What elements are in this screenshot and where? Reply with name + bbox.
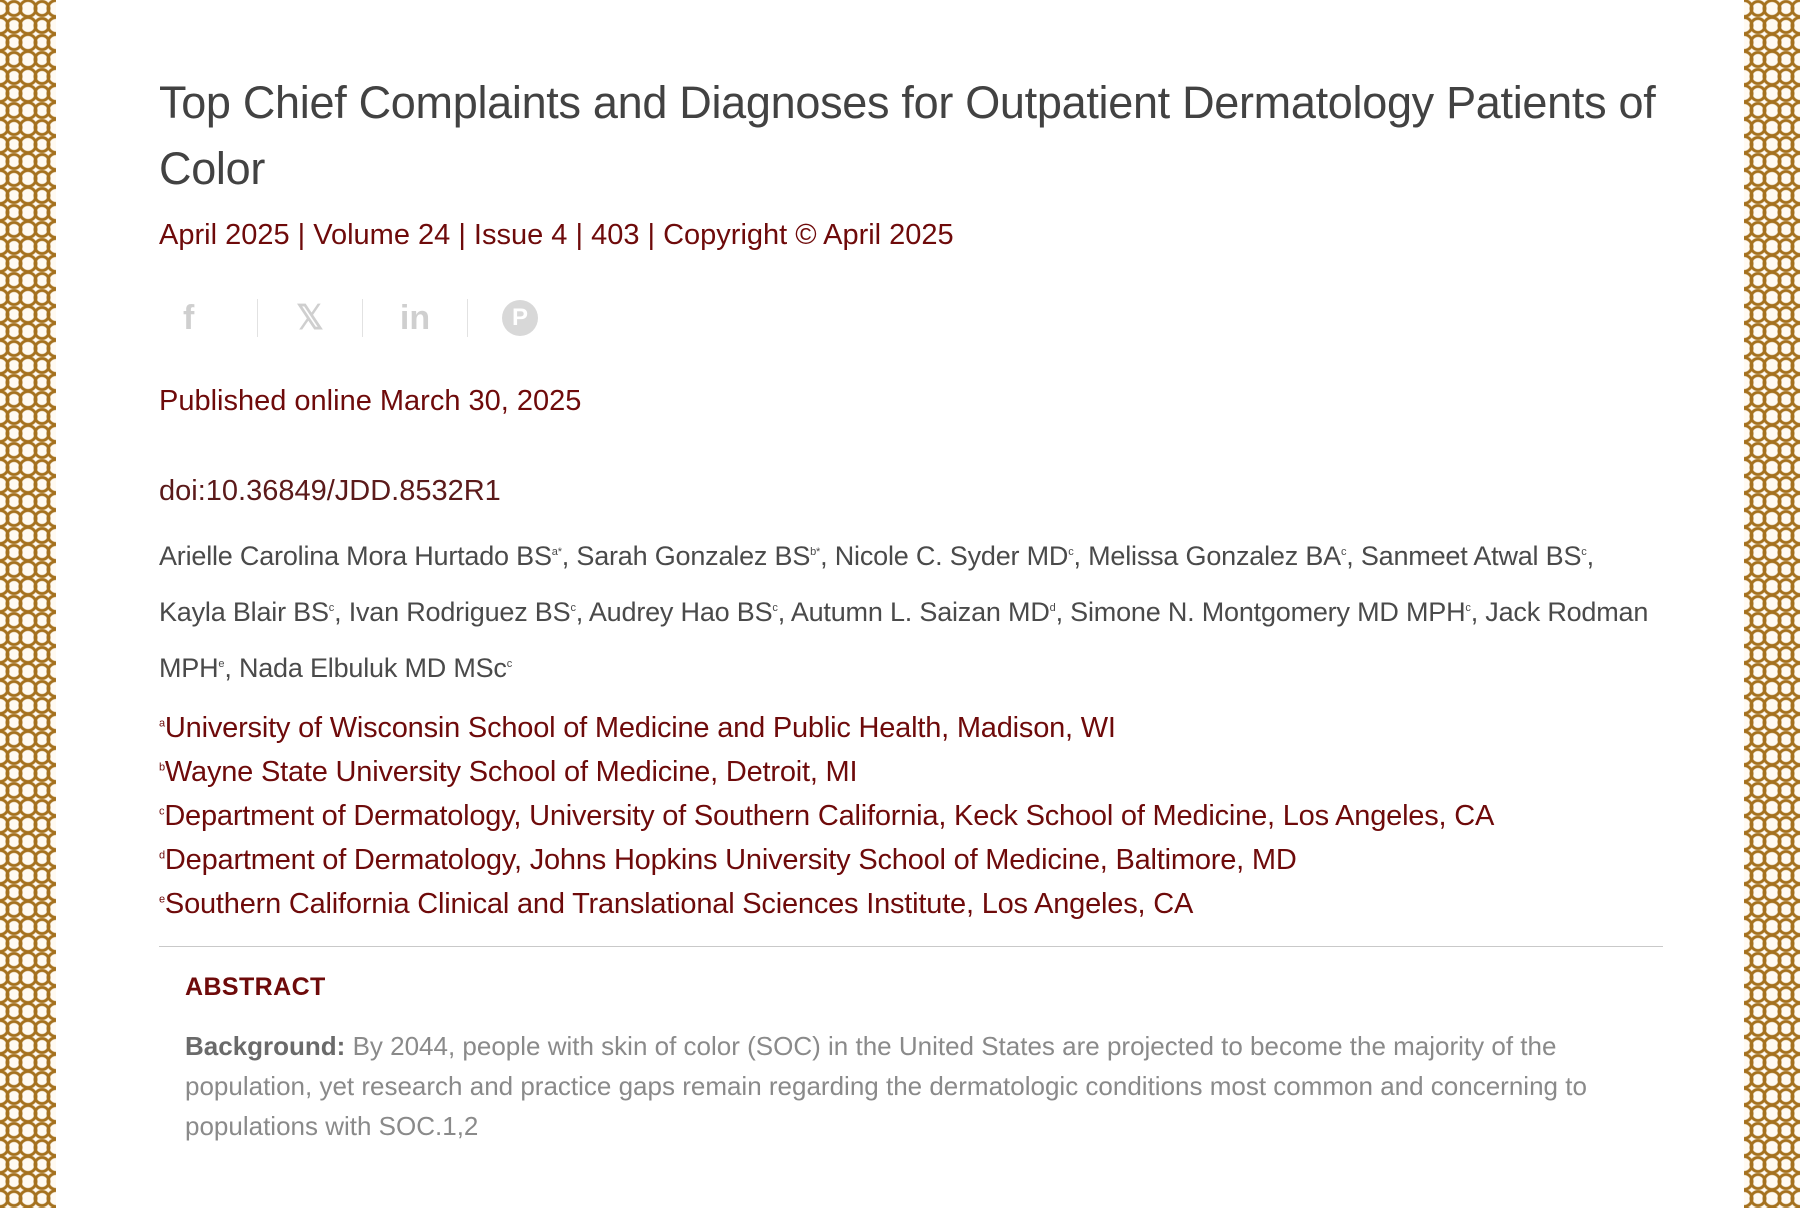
author-affiliation-marker: c xyxy=(570,602,576,614)
author-separator: , xyxy=(575,597,589,627)
published-date: Published online March 30, 2025 xyxy=(159,385,582,417)
author-name: Simone N. Montgomery MD MPH xyxy=(1070,597,1466,627)
author-name: Sanmeet Atwal BS xyxy=(1360,541,1582,571)
author-separator: , xyxy=(1470,597,1486,627)
author-separator: , xyxy=(1055,597,1071,627)
author-list xyxy=(159,528,1665,696)
author-affiliation-marker: b* xyxy=(810,546,821,558)
affiliation-marker: a xyxy=(159,717,165,730)
author-separator: , xyxy=(1073,541,1089,571)
author-affiliation-marker: c xyxy=(506,658,513,670)
author-separator: , xyxy=(561,541,577,571)
issue-info: April 2025 | Volume 24 | Issue 4 | 403 | Copyright © April 2025 xyxy=(159,219,954,251)
author-affiliation-marker: c xyxy=(772,602,778,614)
author-separator: , xyxy=(1586,541,1594,571)
share-divider xyxy=(362,299,363,337)
affiliation-text: Department of Dermatology, University of Southern California, Keck School of Medicine, Los Angeles, CA xyxy=(164,800,1495,832)
author-name: Jack Rodman MPH xyxy=(159,597,1649,683)
affiliation-text: University of Wisconsin School of Medicine and Public Health, Madison, WI xyxy=(164,712,1116,744)
affiliation-list xyxy=(159,706,1665,926)
author-name: Autumn L. Saizan MD xyxy=(790,597,1050,627)
author-affiliation-marker: c xyxy=(328,602,335,614)
author-affiliation-marker: e xyxy=(218,658,225,670)
author-affiliation-marker: c xyxy=(1340,546,1347,558)
author-separator: , xyxy=(334,597,349,627)
facebook-icon[interactable]: f xyxy=(183,298,195,337)
share-divider xyxy=(467,299,468,337)
decorative-border-left xyxy=(0,0,56,1208)
author-name: Audrey Hao BS xyxy=(588,597,773,627)
abstract-background xyxy=(185,1026,1615,1146)
article-header xyxy=(159,70,1665,1146)
author-affiliation-marker: d xyxy=(1049,602,1056,614)
affiliation-item xyxy=(159,794,1665,838)
abstract-section xyxy=(159,947,1665,1146)
doi-link[interactable]: doi:10.36849/JDD.8532R1 xyxy=(159,475,501,507)
author-affiliation-marker: a* xyxy=(551,546,562,558)
author-name: Nada Elbuluk MD MSc xyxy=(238,653,507,683)
article-title: Top Chief Complaints and Diagnoses for Outpatient Dermatology Patients of Color xyxy=(159,77,1656,194)
background-label: Background: xyxy=(185,1031,346,1061)
author-affiliation-marker: c xyxy=(1068,546,1074,558)
affiliation-item xyxy=(159,838,1665,882)
author-affiliation-marker: c xyxy=(1581,546,1587,558)
linkedin-icon[interactable]: in xyxy=(399,298,431,337)
affiliation-marker: e xyxy=(159,893,165,906)
affiliation-marker: b xyxy=(159,761,165,774)
author-separator: , xyxy=(1346,541,1361,571)
affiliation-text: Department of Dermatology, Johns Hopkins University School of Medicine, Baltimore, MD xyxy=(164,844,1297,876)
abstract-heading: ABSTRACT xyxy=(185,973,326,1001)
author-name: Kayla Blair BS xyxy=(159,597,329,627)
affiliation-marker: c xyxy=(159,805,165,818)
affiliation-text: Wayne State University School of Medicine, Detroit, MI xyxy=(164,756,858,788)
share-bar xyxy=(159,296,1665,340)
affiliation-text: Southern California Clinical and Translational Sciences Institute, Los Angeles, CA xyxy=(164,888,1194,920)
author-name: Melissa Gonzalez BA xyxy=(1088,541,1341,571)
author-separator: , xyxy=(777,597,791,627)
author-name: Sarah Gonzalez BS xyxy=(576,541,811,571)
author-separator: , xyxy=(820,541,835,571)
author-name: Nicole C. Syder MD xyxy=(834,541,1069,571)
x-twitter-icon[interactable]: 𝕏 xyxy=(296,299,324,337)
pinterest-icon: P xyxy=(502,300,538,336)
share-divider xyxy=(257,299,258,337)
author-separator: , xyxy=(224,653,239,683)
author-affiliation-marker: c xyxy=(1465,602,1471,614)
author-name: Ivan Rodriguez BS xyxy=(348,597,571,627)
affiliation-item xyxy=(159,882,1665,926)
pinterest-button[interactable] xyxy=(492,298,548,338)
author-name: Arielle Carolina Mora Hurtado BS xyxy=(159,541,552,571)
affiliation-marker: d xyxy=(159,849,165,862)
affiliation-item xyxy=(159,750,1665,794)
decorative-border-right xyxy=(1744,0,1800,1208)
background-text: By 2044, people with skin of color (SOC) in the United States are projected to become the majority of the population, yet research and practice gaps remain regarding the dermatologic conditions most common and concerning to populations with SOC.1,2 xyxy=(185,1031,1587,1141)
affiliation-item xyxy=(159,706,1665,750)
